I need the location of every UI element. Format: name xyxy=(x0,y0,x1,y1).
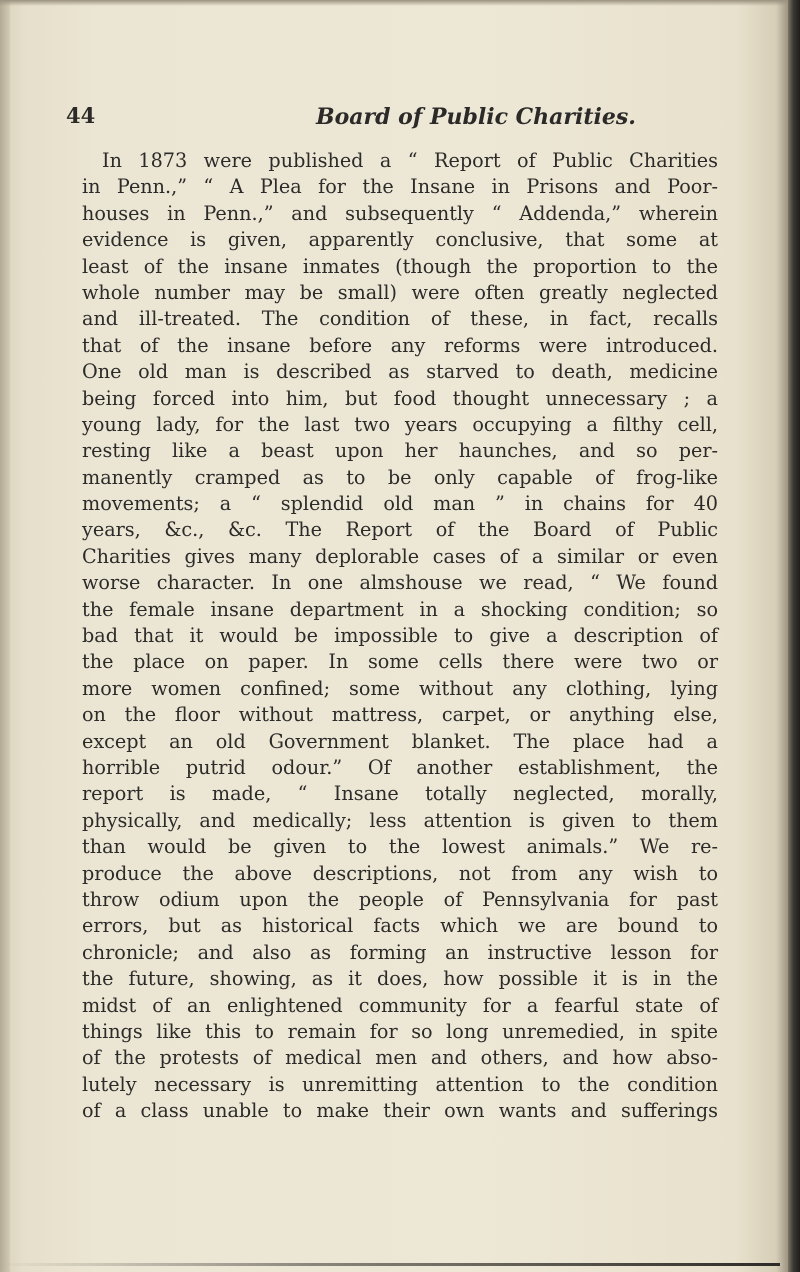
text-line: houses in Penn.,” and subsequently “ Addenda,” wherein xyxy=(82,201,718,225)
text-line: of a class unable to make their own wants and sufferings xyxy=(82,1099,718,1123)
text-line: In 1873 were published a “ Report of Public Charities xyxy=(102,149,718,172)
text-line: midst of an enlightened community for a fearful state of xyxy=(82,993,718,1017)
text-line: movements; a “ splendid old man ” in chains for 40 xyxy=(82,492,718,516)
text-line: One old man is described as starved to death, medicine xyxy=(82,360,718,384)
text-line: throw odium upon the people of Pennsylvania for past xyxy=(82,887,718,911)
text-line: manently cramped as to be only capable of frog-like xyxy=(82,465,718,489)
text-line: being forced into him, but food thought unnecessary ; a xyxy=(82,386,718,410)
text-line: errors, but as historical facts which we are bound to xyxy=(82,914,718,938)
text-line: evidence is given, apparently conclusive, that some at xyxy=(82,228,718,252)
page-number: 44 xyxy=(66,103,96,128)
text-line: years, &c., &c. The Report of the Board of Public xyxy=(82,518,718,542)
text-line: chronicle; and also as forming an instructive lesson for xyxy=(82,940,718,964)
text-line: and ill-treated. The condition of these, in fact, recalls xyxy=(82,307,718,331)
page-gutter-shadow xyxy=(0,0,10,1272)
text-line: in Penn.,” “ A Plea for the Insane in Prisons and Poor- xyxy=(82,175,718,199)
text-line: produce the above descriptions, not from any wish to xyxy=(82,861,718,885)
running-title: Board of Public Charities. xyxy=(316,104,636,130)
page-right-edge xyxy=(788,0,800,1272)
text-line: that of the insane before any reforms were introduced. xyxy=(82,333,718,357)
page-header xyxy=(66,104,746,140)
text-line: lutely necessary is unremitting attention to the condition xyxy=(82,1072,718,1096)
text-line: worse character. In one almshouse we read, “ We found xyxy=(82,571,718,595)
text-line: the future, showing, as it does, how possible it is in the xyxy=(82,967,718,991)
text-line: physically, and medically; less attention is given to them xyxy=(82,808,718,832)
text-line: more women confined; some without any clothing, lying xyxy=(82,676,718,700)
text-line: whole number may be small) were often greatly neglected xyxy=(82,280,718,304)
text-line: report is made, “ Insane totally neglected, morally, xyxy=(82,782,718,806)
text-line: of the protests of medical men and others, and how abso- xyxy=(82,1046,718,1070)
text-line: horrible putrid odour.” Of another establishment, the xyxy=(82,755,718,779)
text-line: except an old Government blanket. The place had a xyxy=(82,729,718,753)
text-line: least of the insane inmates (though the proportion to the xyxy=(82,254,718,278)
text-line: the female insane department in a shocking condition; so xyxy=(82,597,718,621)
body-text xyxy=(82,148,718,1124)
text-line: Charities gives many deplorable cases of a similar or even xyxy=(82,544,718,568)
text-line: resting like a beast upon her haunches, and so per- xyxy=(82,439,718,463)
text-line: the place on paper. In some cells there were two or xyxy=(82,650,718,674)
text-line: on the floor without mattress, carpet, or anything else, xyxy=(82,703,718,727)
text-line: things like this to remain for so long unremedied, in spite xyxy=(82,1019,718,1043)
text-line: than would be given to the lowest animals.” We re- xyxy=(82,835,718,859)
text-line: bad that it would be impossible to give a description of xyxy=(82,624,718,648)
text-line: young lady, for the last two years occupying a filthy cell, xyxy=(82,412,718,436)
page-bottom-edge xyxy=(0,1263,780,1266)
page-top-edge xyxy=(0,0,800,6)
